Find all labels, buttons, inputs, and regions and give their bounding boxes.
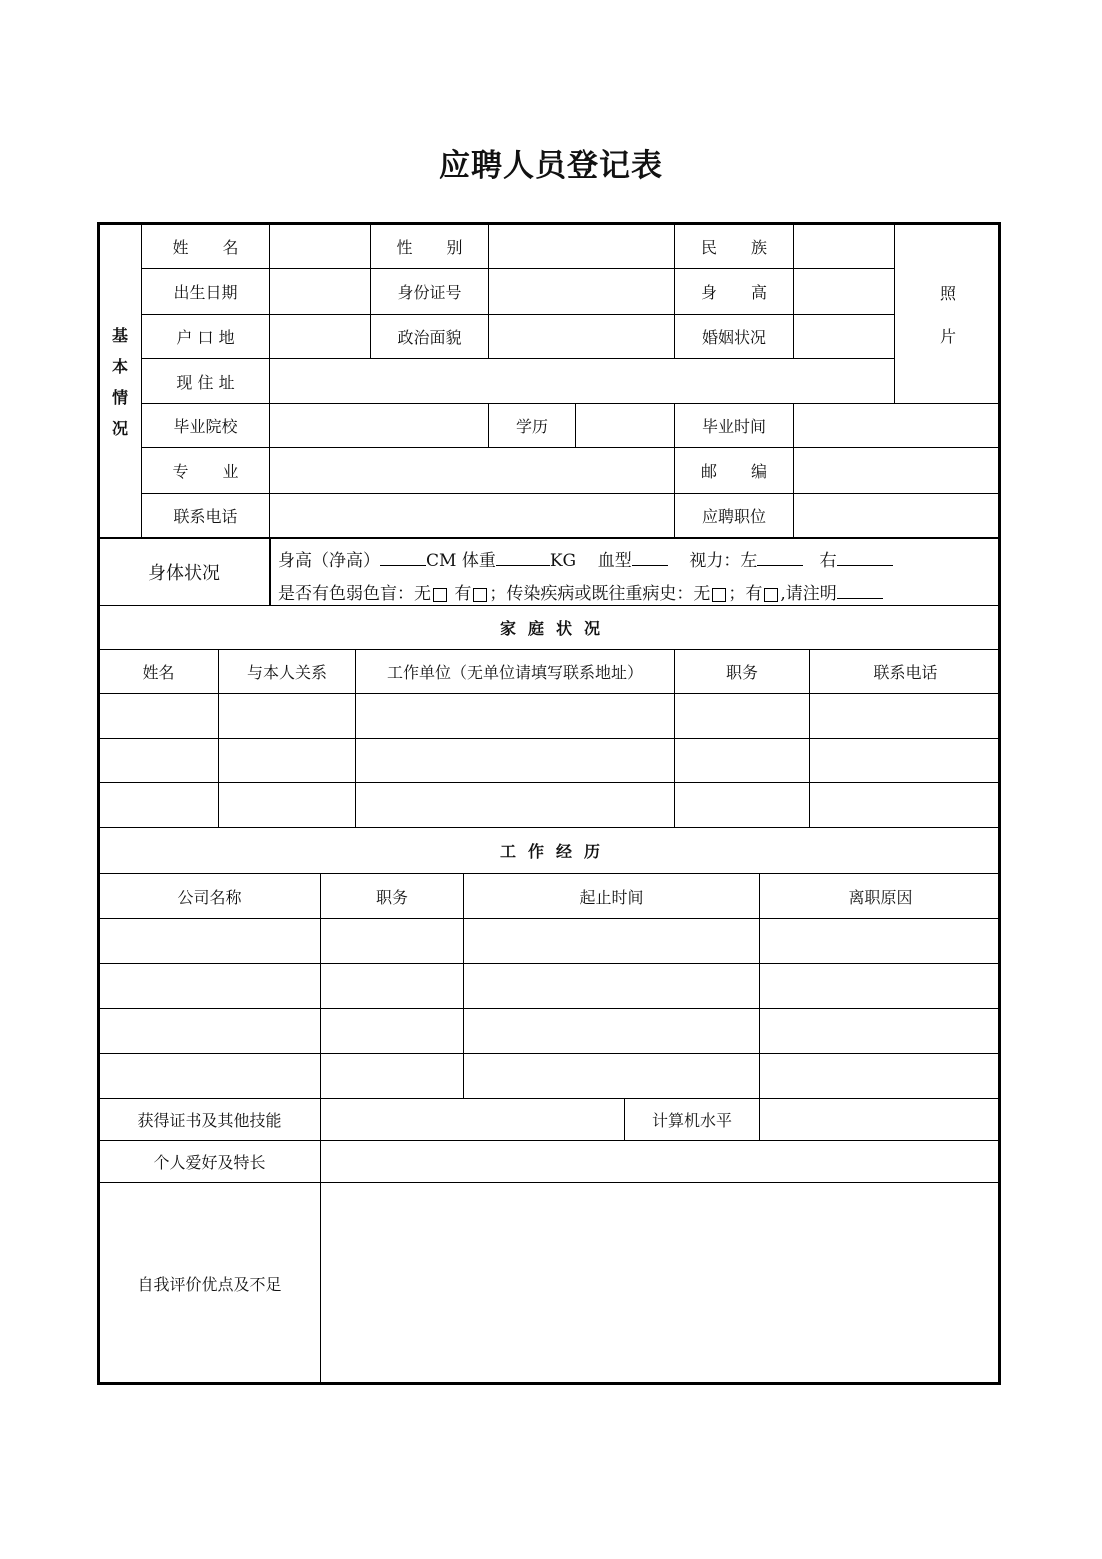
work-table-cell[interactable] xyxy=(99,1053,320,1098)
blood-type-blank[interactable] xyxy=(632,547,668,566)
family-table-cell[interactable] xyxy=(99,782,218,827)
school-label: 毕业院校 xyxy=(141,403,269,447)
family-table-cell[interactable] xyxy=(674,738,809,783)
family-table-cell[interactable] xyxy=(355,738,674,783)
vision-left-blank[interactable] xyxy=(757,547,803,566)
family-header-name: 姓名 xyxy=(99,649,218,693)
family-table-cell[interactable] xyxy=(99,738,218,783)
postcode-field[interactable] xyxy=(793,447,1001,493)
form-title: 应聘人员登记表 xyxy=(439,148,663,184)
ethnicity-label: 民 族 xyxy=(674,224,793,268)
family-header-workplace: 工作单位（无单位请填写联系地址） xyxy=(355,649,674,693)
work-table-cell[interactable] xyxy=(99,963,320,1008)
photo-char: 照 xyxy=(939,283,956,303)
hukou-field[interactable] xyxy=(269,314,370,358)
family-table-cell[interactable] xyxy=(99,693,218,738)
major-field[interactable] xyxy=(269,447,674,493)
family-table-cell[interactable] xyxy=(218,738,355,783)
id-number-field[interactable] xyxy=(488,268,674,314)
address-label: 现 住 址 xyxy=(141,358,269,403)
ethnicity-field[interactable] xyxy=(793,224,894,268)
family-header-relation: 与本人关系 xyxy=(218,649,355,693)
colorblind-yes-checkbox[interactable] xyxy=(473,588,487,602)
height-field[interactable] xyxy=(793,268,894,314)
family-header-title: 职务 xyxy=(674,649,809,693)
certificate-field[interactable] xyxy=(320,1098,624,1140)
graduation-time-field[interactable] xyxy=(793,403,1001,447)
section-char: 情 xyxy=(111,387,128,407)
work-table-cell[interactable] xyxy=(320,1053,463,1098)
colorblind-no-checkbox[interactable] xyxy=(433,588,447,602)
work-table-cell[interactable] xyxy=(759,1008,1001,1053)
hobby-label: 个人爱好及特长 xyxy=(99,1140,320,1182)
work-table-cell[interactable] xyxy=(463,1053,759,1098)
name-label: 姓 名 xyxy=(141,224,269,268)
photo-box[interactable] xyxy=(894,224,1001,403)
work-header-company: 公司名称 xyxy=(99,873,320,918)
address-field[interactable] xyxy=(269,358,894,403)
work-header-period: 起止时间 xyxy=(463,873,759,918)
work-header-reason: 离职原因 xyxy=(759,873,1001,918)
disease-note-blank[interactable] xyxy=(837,580,883,599)
marital-status-field[interactable] xyxy=(793,314,894,358)
postcode-label: 邮 编 xyxy=(674,447,793,493)
political-status-label: 政治面貌 xyxy=(370,314,488,358)
health-details xyxy=(278,545,893,611)
position-label: 应聘职位 xyxy=(674,493,793,537)
major-label: 专 业 xyxy=(141,447,269,493)
work-table-cell[interactable] xyxy=(320,918,463,963)
family-table-cell[interactable] xyxy=(355,693,674,738)
health-line-2: 是否有色弱色盲：无 有 ；传染疾病或既往重病史：无 ；有 ,请注明 xyxy=(278,578,893,611)
family-section-title: 家庭状况 xyxy=(99,605,1001,649)
computer-level-label: 计算机水平 xyxy=(624,1098,759,1140)
position-field[interactable] xyxy=(793,493,1001,537)
work-section-title: 工作经历 xyxy=(99,827,1001,873)
phone-label: 联系电话 xyxy=(141,493,269,537)
work-table-cell[interactable] xyxy=(320,1008,463,1053)
family-header-phone: 联系电话 xyxy=(809,649,1001,693)
work-table-cell[interactable] xyxy=(759,918,1001,963)
self-evaluation-label: 自我评价优点及不足 xyxy=(99,1182,320,1383)
gender-field[interactable] xyxy=(488,224,674,268)
weight-blank[interactable] xyxy=(496,547,550,566)
work-table-cell[interactable] xyxy=(99,1008,320,1053)
family-table-cell[interactable] xyxy=(809,782,1001,827)
health-line-1: 身高（净高） CM 体重 KG 血型 视力：左 右 xyxy=(278,545,893,578)
work-table-cell[interactable] xyxy=(759,963,1001,1008)
hukou-label: 户 口 地 xyxy=(141,314,269,358)
disease-yes-checkbox[interactable] xyxy=(764,588,778,602)
work-table-cell[interactable] xyxy=(320,963,463,1008)
education-label: 学历 xyxy=(488,403,575,447)
work-table-cell[interactable] xyxy=(463,963,759,1008)
family-table-cell[interactable] xyxy=(809,738,1001,783)
self-evaluation-field[interactable] xyxy=(320,1182,1001,1383)
family-table-cell[interactable] xyxy=(355,782,674,827)
family-table-cell[interactable] xyxy=(674,782,809,827)
marital-status-label: 婚姻状况 xyxy=(674,314,793,358)
education-field[interactable] xyxy=(575,403,674,447)
work-table-cell[interactable] xyxy=(463,918,759,963)
birth-date-label: 出生日期 xyxy=(141,268,269,314)
section-char: 本 xyxy=(111,356,128,376)
photo-char: 片 xyxy=(939,326,956,346)
work-table-cell[interactable] xyxy=(463,1008,759,1053)
work-table-cell[interactable] xyxy=(759,1053,1001,1098)
birth-date-field[interactable] xyxy=(269,268,370,314)
id-number-label: 身份证号 xyxy=(370,268,488,314)
height-label: 身 高 xyxy=(674,268,793,314)
name-field[interactable] xyxy=(269,224,370,268)
gender-label: 性 别 xyxy=(370,224,488,268)
certificate-label: 获得证书及其他技能 xyxy=(99,1098,320,1140)
graduation-time-label: 毕业时间 xyxy=(674,403,793,447)
family-table-cell[interactable] xyxy=(674,693,809,738)
disease-no-checkbox[interactable] xyxy=(712,588,726,602)
phone-field[interactable] xyxy=(269,493,674,537)
family-table-cell[interactable] xyxy=(218,693,355,738)
family-table-cell[interactable] xyxy=(809,693,1001,738)
family-table-cell[interactable] xyxy=(218,782,355,827)
height-blank[interactable] xyxy=(380,547,426,566)
political-status-field[interactable] xyxy=(488,314,674,358)
work-header-title: 职务 xyxy=(320,873,463,918)
section-char: 基 xyxy=(111,325,128,345)
basic-info-section-label xyxy=(99,224,141,537)
school-field[interactable] xyxy=(269,403,488,447)
computer-level-field[interactable] xyxy=(759,1098,1001,1140)
hobby-field[interactable] xyxy=(320,1140,1001,1182)
work-table-cell[interactable] xyxy=(99,918,320,963)
vision-right-blank[interactable] xyxy=(837,547,893,566)
health-label: 身体状况 xyxy=(99,537,269,605)
section-char: 况 xyxy=(111,418,128,438)
